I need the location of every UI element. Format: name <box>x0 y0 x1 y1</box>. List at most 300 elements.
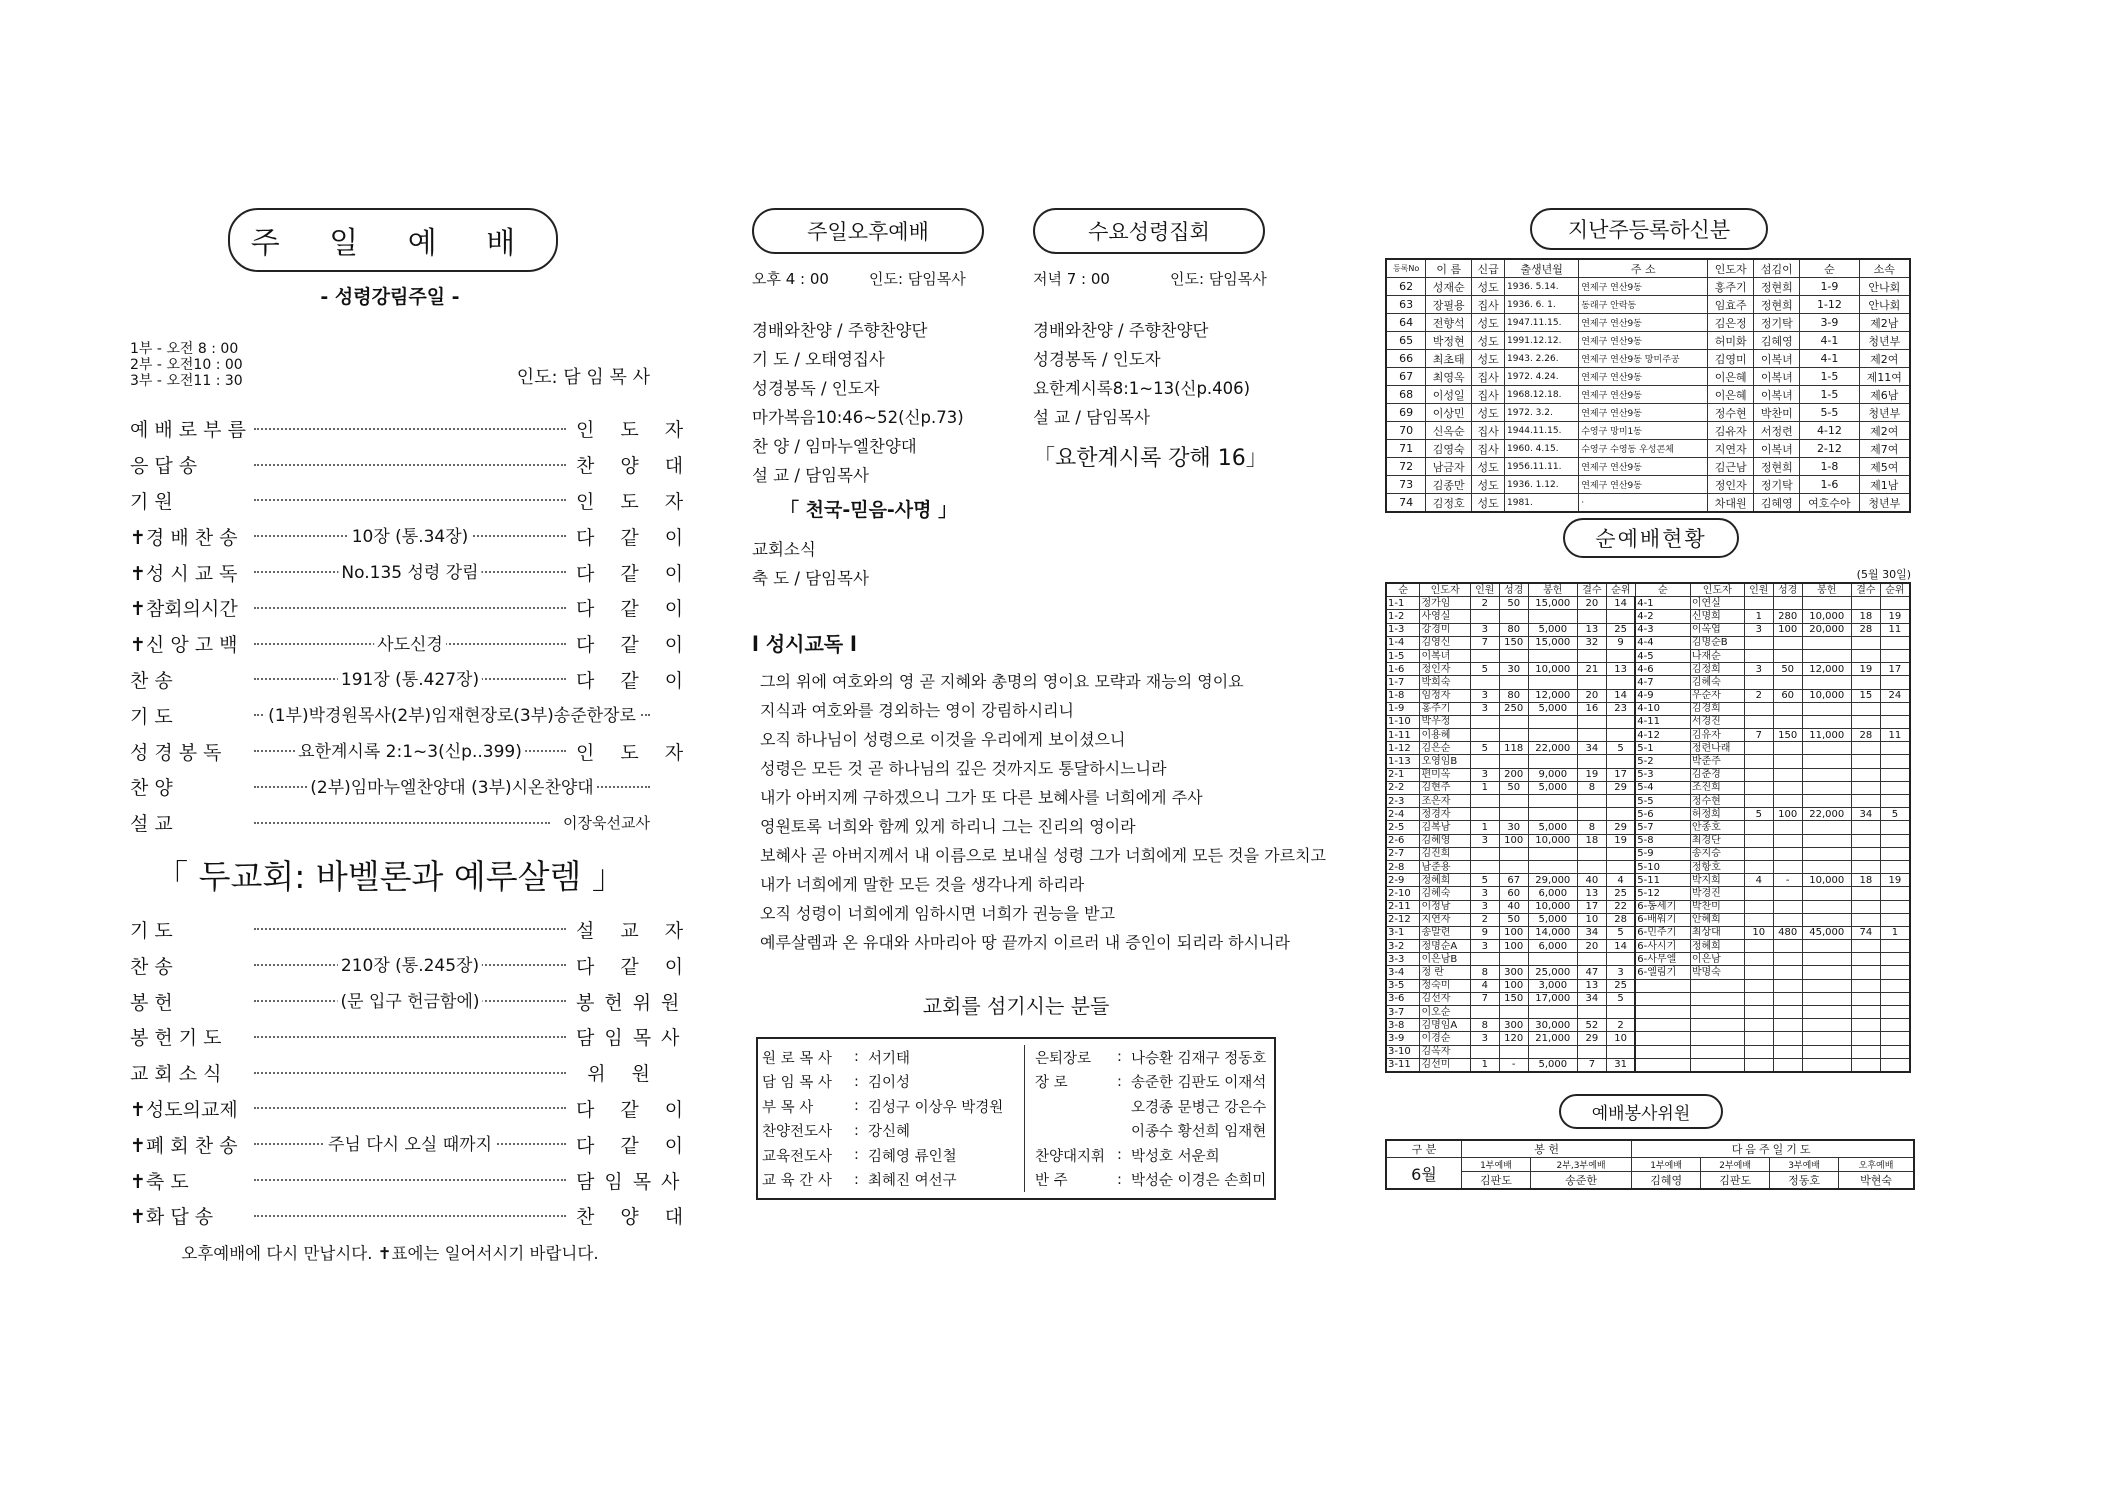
table-cell: 이상민 <box>1426 404 1472 422</box>
table-cell <box>1773 768 1802 781</box>
table-cell <box>1577 1045 1606 1058</box>
table-cell: 김혜숙 <box>1420 887 1470 900</box>
table-cell: 6-동세기 <box>1635 900 1690 913</box>
table-cell: 박우정 <box>1420 715 1470 728</box>
table-cell <box>1744 1045 1773 1058</box>
cell-date: (5월 30일) <box>1856 568 1911 581</box>
table-cell <box>1744 755 1773 768</box>
table-cell <box>1880 940 1910 953</box>
table-cell: 1-13 <box>1386 755 1420 768</box>
staff-row <box>762 1143 1024 1168</box>
table-cell: 6-엘림기 <box>1635 966 1690 979</box>
table-row <box>1386 702 1910 715</box>
table-cell: 21 <box>1577 663 1606 676</box>
table-cell <box>1880 900 1910 913</box>
table-cell: 20 <box>1577 940 1606 953</box>
table-cell <box>1744 992 1773 1005</box>
order-person: 다 같 이 <box>576 634 694 657</box>
table-row <box>1386 476 1910 494</box>
table-cell <box>1880 913 1910 926</box>
table-cell: 집사 <box>1472 422 1505 440</box>
table-cell: 박찬미 <box>1690 900 1744 913</box>
table-cell: 정기탁 <box>1754 314 1800 332</box>
order-label: 응 답 송 <box>130 455 198 478</box>
table-cell: 조진희 <box>1690 781 1744 794</box>
table-cell <box>1773 649 1802 662</box>
table-cell <box>1851 676 1880 689</box>
table-cell <box>1577 808 1606 821</box>
afternoon-time: 오후 4 : 00 <box>752 270 829 288</box>
table-cell: 34 <box>1577 926 1606 939</box>
table-cell: 17 <box>1880 663 1910 676</box>
table-cell <box>1773 1032 1802 1045</box>
table-cell <box>1880 742 1910 755</box>
service-line: 기 도 / 오태영집사 <box>752 350 885 369</box>
table-cell <box>1577 715 1606 728</box>
table-cell: - <box>1499 1058 1528 1072</box>
header-cell: 소속 <box>1859 259 1910 278</box>
staff-sep: : <box>854 1147 859 1164</box>
table-cell: 29 <box>1577 1032 1606 1045</box>
table-cell: 3,000 <box>1528 979 1577 992</box>
table-cell: 100 <box>1773 808 1802 821</box>
table-cell: 제11여 <box>1859 368 1910 386</box>
table-cell: 73 <box>1386 476 1426 494</box>
staff-names: 서기태 <box>868 1050 911 1067</box>
table-cell: 4-11 <box>1635 715 1690 728</box>
table-cell <box>1470 610 1499 623</box>
order-person: 인 도 자 <box>576 490 694 513</box>
table-row <box>1386 440 1910 458</box>
staff-row <box>762 1045 1024 1070</box>
staff-sep: : <box>854 1073 859 1090</box>
staff-row <box>1035 1143 1266 1168</box>
table-cell: 5-8 <box>1635 834 1690 847</box>
table-cell: 1 <box>1744 610 1773 623</box>
table-cell: 우순자 <box>1690 689 1744 702</box>
table-cell: 이성일 <box>1426 386 1472 404</box>
table-cell: 신옥순 <box>1426 422 1472 440</box>
table-row <box>1386 953 1910 966</box>
table-cell: 4-4 <box>1635 636 1690 649</box>
table-cell: 13 <box>1577 887 1606 900</box>
table-cell: 김유자 <box>1690 729 1744 742</box>
sermon-title: 「 두교회: 바벨론과 예루살렘 」 <box>155 856 625 896</box>
table-row <box>1386 689 1910 702</box>
main-service-subtitle: - 성령강림주일 - <box>320 286 460 308</box>
table-cell: 17 <box>1577 900 1606 913</box>
table-cell: 3-11 <box>1386 1058 1420 1072</box>
table-cell <box>1773 1058 1802 1072</box>
table-cell: 김현주 <box>1420 781 1470 794</box>
table-cell <box>1528 715 1577 728</box>
table-cell: 480 <box>1773 926 1802 939</box>
service-line: 마가복음10:46~52(신p.73) <box>752 408 964 427</box>
table-cell: 4-3 <box>1635 623 1690 636</box>
table-cell: 2 <box>1470 913 1499 926</box>
table-cell <box>1802 913 1851 926</box>
table-cell: 박명숙 <box>1690 966 1744 979</box>
table-cell: 9 <box>1606 636 1635 649</box>
table-row <box>1386 821 1910 834</box>
table-cell <box>1635 992 1690 1005</box>
table-row <box>1386 314 1910 332</box>
table-cell <box>1773 1045 1802 1058</box>
table-cell: 5 <box>1606 992 1635 1005</box>
table-cell: 29,000 <box>1528 874 1577 887</box>
table-cell: 7 <box>1470 992 1499 1005</box>
table-cell: 1944.11.15. <box>1505 422 1579 440</box>
table-cell: 8 <box>1470 1019 1499 1032</box>
table-cell <box>1499 808 1528 821</box>
table-cell: 3 <box>1744 663 1773 676</box>
table-cell: 40 <box>1577 874 1606 887</box>
table-cell <box>1635 979 1690 992</box>
order-detail: 191장 (통.427장) <box>338 665 482 690</box>
vol-sub: 2부,3부예배 <box>1530 1158 1631 1172</box>
table-cell: 15 <box>1851 689 1880 702</box>
table-cell: 1 <box>1470 781 1499 794</box>
table-cell <box>1470 847 1499 860</box>
table-cell: 나재순 <box>1690 649 1744 662</box>
table-cell: 14 <box>1606 689 1635 702</box>
order-person: 담임목사 <box>576 1170 690 1193</box>
table-cell: 3-6 <box>1386 992 1420 1005</box>
table-cell <box>1880 979 1910 992</box>
table-cell: 수영구 망미1동 <box>1579 422 1708 440</box>
table-cell <box>1744 649 1773 662</box>
table-cell: 100 <box>1773 623 1802 636</box>
table-cell <box>1880 1006 1910 1019</box>
staff-sep: : <box>1117 1049 1122 1066</box>
table-cell: 5,000 <box>1528 623 1577 636</box>
responsive-verses <box>752 669 1326 959</box>
table-row <box>1386 623 1910 636</box>
staff-sep: : <box>854 1122 859 1139</box>
table-cell: 연제구 연산9동 <box>1579 386 1708 404</box>
registration-section <box>1385 208 1911 513</box>
header-cell: 순위 <box>1880 583 1910 597</box>
order-leader-dots <box>254 706 650 727</box>
table-cell: 8 <box>1577 821 1606 834</box>
table-cell: 1-5 <box>1800 368 1859 386</box>
table-cell: 임정자 <box>1420 689 1470 702</box>
table-cell: 최경단 <box>1690 834 1744 847</box>
order-leader-dots <box>254 1135 566 1156</box>
order-item <box>130 554 694 590</box>
order-item <box>130 590 694 626</box>
table-cell <box>1470 729 1499 742</box>
table-cell: 정기탁 <box>1754 476 1800 494</box>
staff-sep: : <box>1117 1147 1122 1164</box>
table-cell <box>1744 860 1773 873</box>
table-cell: 이용혜 <box>1420 729 1470 742</box>
table-cell: 10,000 <box>1528 663 1577 676</box>
table-cell: 정인자 <box>1708 476 1754 494</box>
order-item <box>130 983 690 1019</box>
table-cell: 14,000 <box>1528 926 1577 939</box>
staff-row <box>1035 1119 1266 1144</box>
table-cell <box>1851 702 1880 715</box>
table-cell: 100 <box>1499 940 1528 953</box>
volunteers-table <box>1385 1139 1915 1190</box>
table-cell: 청년부 <box>1859 494 1910 513</box>
staff-sep: : <box>1117 1073 1122 1090</box>
table-cell <box>1851 953 1880 966</box>
table-cell: 25 <box>1606 623 1635 636</box>
table-cell <box>1744 966 1773 979</box>
table-cell: 8 <box>1470 966 1499 979</box>
table-cell: 신명희 <box>1690 610 1744 623</box>
table-cell <box>1802 715 1851 728</box>
table-cell <box>1880 715 1910 728</box>
table-cell <box>1690 1058 1744 1072</box>
table-cell: 3 <box>1606 966 1635 979</box>
table-cell <box>1880 649 1910 662</box>
table-cell <box>1851 940 1880 953</box>
table-cell: 장필용 <box>1426 296 1472 314</box>
order-leader-dots <box>254 1179 566 1181</box>
table-cell: 정혜희 <box>1690 940 1744 953</box>
header-cell: 주 소 <box>1579 259 1708 278</box>
table-cell: 김영숙 <box>1426 440 1472 458</box>
header-cell: 등록No <box>1386 259 1426 278</box>
table-cell: 1 <box>1880 926 1910 939</box>
staff-names: 송준한 김판도 이재석 <box>1131 1075 1267 1092</box>
table-cell: 지연자 <box>1708 440 1754 458</box>
table-cell: 67 <box>1386 368 1426 386</box>
staff-row <box>762 1168 1024 1193</box>
table-cell: 2-12 <box>1386 913 1420 926</box>
table-cell: 18 <box>1851 610 1880 623</box>
table-cell: 10,000 <box>1528 900 1577 913</box>
table-cell <box>1880 1019 1910 1032</box>
table-cell <box>1606 795 1635 808</box>
table-cell <box>1690 1032 1744 1045</box>
table-cell <box>1880 768 1910 781</box>
table-row <box>1386 1058 1910 1072</box>
table-cell <box>1577 755 1606 768</box>
staff-role: 담 임 목 사 <box>762 1075 832 1092</box>
order-item <box>130 1055 660 1091</box>
order-detail: (2부)임마누엘찬양대 (3부)시온찬양대 <box>307 773 596 798</box>
table-cell: 제6남 <box>1859 386 1910 404</box>
table-cell: 65 <box>1386 332 1426 350</box>
order-label: 성 경 봉 독 <box>130 741 222 764</box>
table-cell <box>1690 1045 1744 1058</box>
table-cell <box>1880 781 1910 794</box>
table-cell: 김영미 <box>1708 350 1754 368</box>
table-cell <box>1470 795 1499 808</box>
table-cell: 15,000 <box>1528 636 1577 649</box>
table-row <box>1386 940 1910 953</box>
order-leader-dots <box>254 992 566 1013</box>
header-cell: 순 <box>1800 259 1859 278</box>
header-cell: 봉헌 <box>1802 583 1851 597</box>
table-cell <box>1802 742 1851 755</box>
table-cell: 여호수아 <box>1800 494 1859 513</box>
order-item <box>130 1126 694 1162</box>
table-cell: 이은혜 <box>1708 368 1754 386</box>
table-cell: 6-배워기 <box>1635 913 1690 926</box>
table-cell <box>1499 610 1528 623</box>
table-cell: 150 <box>1499 992 1528 1005</box>
order-item <box>130 411 694 447</box>
table-cell <box>1773 979 1802 992</box>
table-cell: 30 <box>1499 663 1528 676</box>
table-cell: 이복녀 <box>1754 350 1800 368</box>
vol-name: 정동호 <box>1770 1172 1839 1190</box>
table-cell <box>1744 847 1773 860</box>
table-cell: 12,000 <box>1528 689 1577 702</box>
verse-line: 그의 위에 여호와의 영 곧 지혜와 총명의 영이요 모략과 재능의 영이요 <box>760 672 1244 691</box>
table-cell: 2-8 <box>1386 860 1420 873</box>
table-cell <box>1744 900 1773 913</box>
table-cell: 5 <box>1606 742 1635 755</box>
staff-box <box>756 1037 1276 1200</box>
order-detail: 요한계시록 2:1~3(신p..399) <box>295 737 525 762</box>
table-cell <box>1802 755 1851 768</box>
table-cell: 1936. 1.12. <box>1505 476 1579 494</box>
table-row <box>1386 992 1910 1005</box>
service-line: 교회소식 <box>752 540 816 559</box>
table-cell: 62 <box>1386 278 1426 296</box>
table-cell: 최영옥 <box>1426 368 1472 386</box>
table-cell <box>1744 742 1773 755</box>
table-cell: 74 <box>1386 494 1426 513</box>
table-cell: 정수현 <box>1708 404 1754 422</box>
table-cell: 5,000 <box>1528 913 1577 926</box>
table-cell <box>1802 781 1851 794</box>
table-cell: 박찬미 <box>1754 404 1800 422</box>
table-cell: 집사 <box>1472 368 1505 386</box>
table-cell: 52 <box>1577 1019 1606 1032</box>
order-label: 기 도 <box>130 705 173 728</box>
table-cell: 정가임 <box>1420 597 1470 610</box>
table-cell <box>1606 676 1635 689</box>
table-cell: 허정희 <box>1690 808 1744 821</box>
table-cell <box>1773 834 1802 847</box>
table-cell: 1-9 <box>1800 278 1859 296</box>
table-cell: 김선미 <box>1420 1058 1470 1072</box>
table-cell: 19 <box>1851 663 1880 676</box>
table-cell: 김옥자 <box>1420 1045 1470 1058</box>
table-cell: 청년부 <box>1859 332 1910 350</box>
order-person: 이장욱선교사 <box>563 814 650 833</box>
header-cell: 순 <box>1386 583 1420 597</box>
table-cell: 사영실 <box>1420 610 1470 623</box>
order-label: 예 배 로 부 름 <box>130 419 246 442</box>
order-person: 다 같 이 <box>576 562 694 585</box>
staff-sep: : <box>854 1098 859 1115</box>
table-cell: 5 <box>1606 926 1635 939</box>
table-cell: 남준용 <box>1420 860 1470 873</box>
table-cell <box>1744 821 1773 834</box>
table-cell: 5 <box>1880 808 1910 821</box>
table-cell <box>1577 1006 1606 1019</box>
table-cell: 1960. 4.15. <box>1505 440 1579 458</box>
table-cell: 280 <box>1773 610 1802 623</box>
verse-line: 오직 하나님이 성령으로 이것을 우리에게 보이셨으니 <box>760 730 1126 749</box>
table-cell: 10,000 <box>1802 610 1851 623</box>
table-cell <box>1773 742 1802 755</box>
table-row <box>1386 368 1910 386</box>
table-cell <box>1528 953 1577 966</box>
table-cell: 50 <box>1773 663 1802 676</box>
table-cell <box>1851 649 1880 662</box>
table-cell: 2-2 <box>1386 781 1420 794</box>
table-cell <box>1802 992 1851 1005</box>
table-cell: 13 <box>1577 623 1606 636</box>
afternoon-sermon: 「 천국-믿음-사명 」 <box>780 499 958 521</box>
table-cell: 1-6 <box>1800 476 1859 494</box>
table-cell: 김선자 <box>1420 992 1470 1005</box>
table-cell <box>1773 781 1802 794</box>
table-cell: 10,000 <box>1802 874 1851 887</box>
table-row <box>1386 768 1910 781</box>
table-cell <box>1851 715 1880 728</box>
table-cell <box>1635 1045 1690 1058</box>
table-cell: 20 <box>1577 689 1606 702</box>
table-cell <box>1773 900 1802 913</box>
table-cell: 김춘경 <box>1690 768 1744 781</box>
table-row <box>1386 610 1910 623</box>
table-cell: 이복녀 <box>1754 440 1800 458</box>
table-cell: 25 <box>1606 887 1635 900</box>
table-cell: 김명임A <box>1420 1019 1470 1032</box>
table-cell <box>1773 715 1802 728</box>
table-cell: 3 <box>1470 1032 1499 1045</box>
table-cell <box>1851 992 1880 1005</box>
order-item <box>130 1162 690 1198</box>
main-service-column <box>130 208 694 1264</box>
table-cell <box>1470 715 1499 728</box>
vol-prayer: 다음주일기도 <box>1632 1140 1914 1158</box>
order-label: 찬 양 <box>130 777 173 800</box>
table-row <box>1386 781 1910 794</box>
table-header <box>1386 259 1910 278</box>
table-cell: 100 <box>1499 926 1528 939</box>
table-cell <box>1773 913 1802 926</box>
table-cell <box>1880 953 1910 966</box>
table-cell: 정현희 <box>1754 278 1800 296</box>
header-cell: 인도자 <box>1420 583 1470 597</box>
order-item <box>130 1091 694 1127</box>
table-cell <box>1528 1045 1577 1058</box>
table-cell: 차대원 <box>1708 494 1754 513</box>
table-cell <box>1499 953 1528 966</box>
table-cell: 32 <box>1577 636 1606 649</box>
header-cell: 인원 <box>1744 583 1773 597</box>
table-cell: 성도 <box>1472 332 1505 350</box>
table-cell: 34 <box>1577 992 1606 1005</box>
table-cell <box>1528 1006 1577 1019</box>
table-cell: 3-4 <box>1386 966 1420 979</box>
table-cell: 2-7 <box>1386 847 1420 860</box>
table-cell: 5-1 <box>1635 742 1690 755</box>
order-leader-dots <box>254 928 566 930</box>
staff-sep: : <box>854 1049 859 1066</box>
table-cell: 연제구 연산9동 <box>1579 278 1708 296</box>
table-cell: 34 <box>1577 742 1606 755</box>
table-row <box>1386 332 1910 350</box>
table-cell: 오영임B <box>1420 755 1470 768</box>
table-cell <box>1851 900 1880 913</box>
table-cell: 100 <box>1499 834 1528 847</box>
table-cell: 김혜영 <box>1754 494 1800 513</box>
table-cell: 10,000 <box>1528 834 1577 847</box>
table-cell: 2-5 <box>1386 821 1420 834</box>
